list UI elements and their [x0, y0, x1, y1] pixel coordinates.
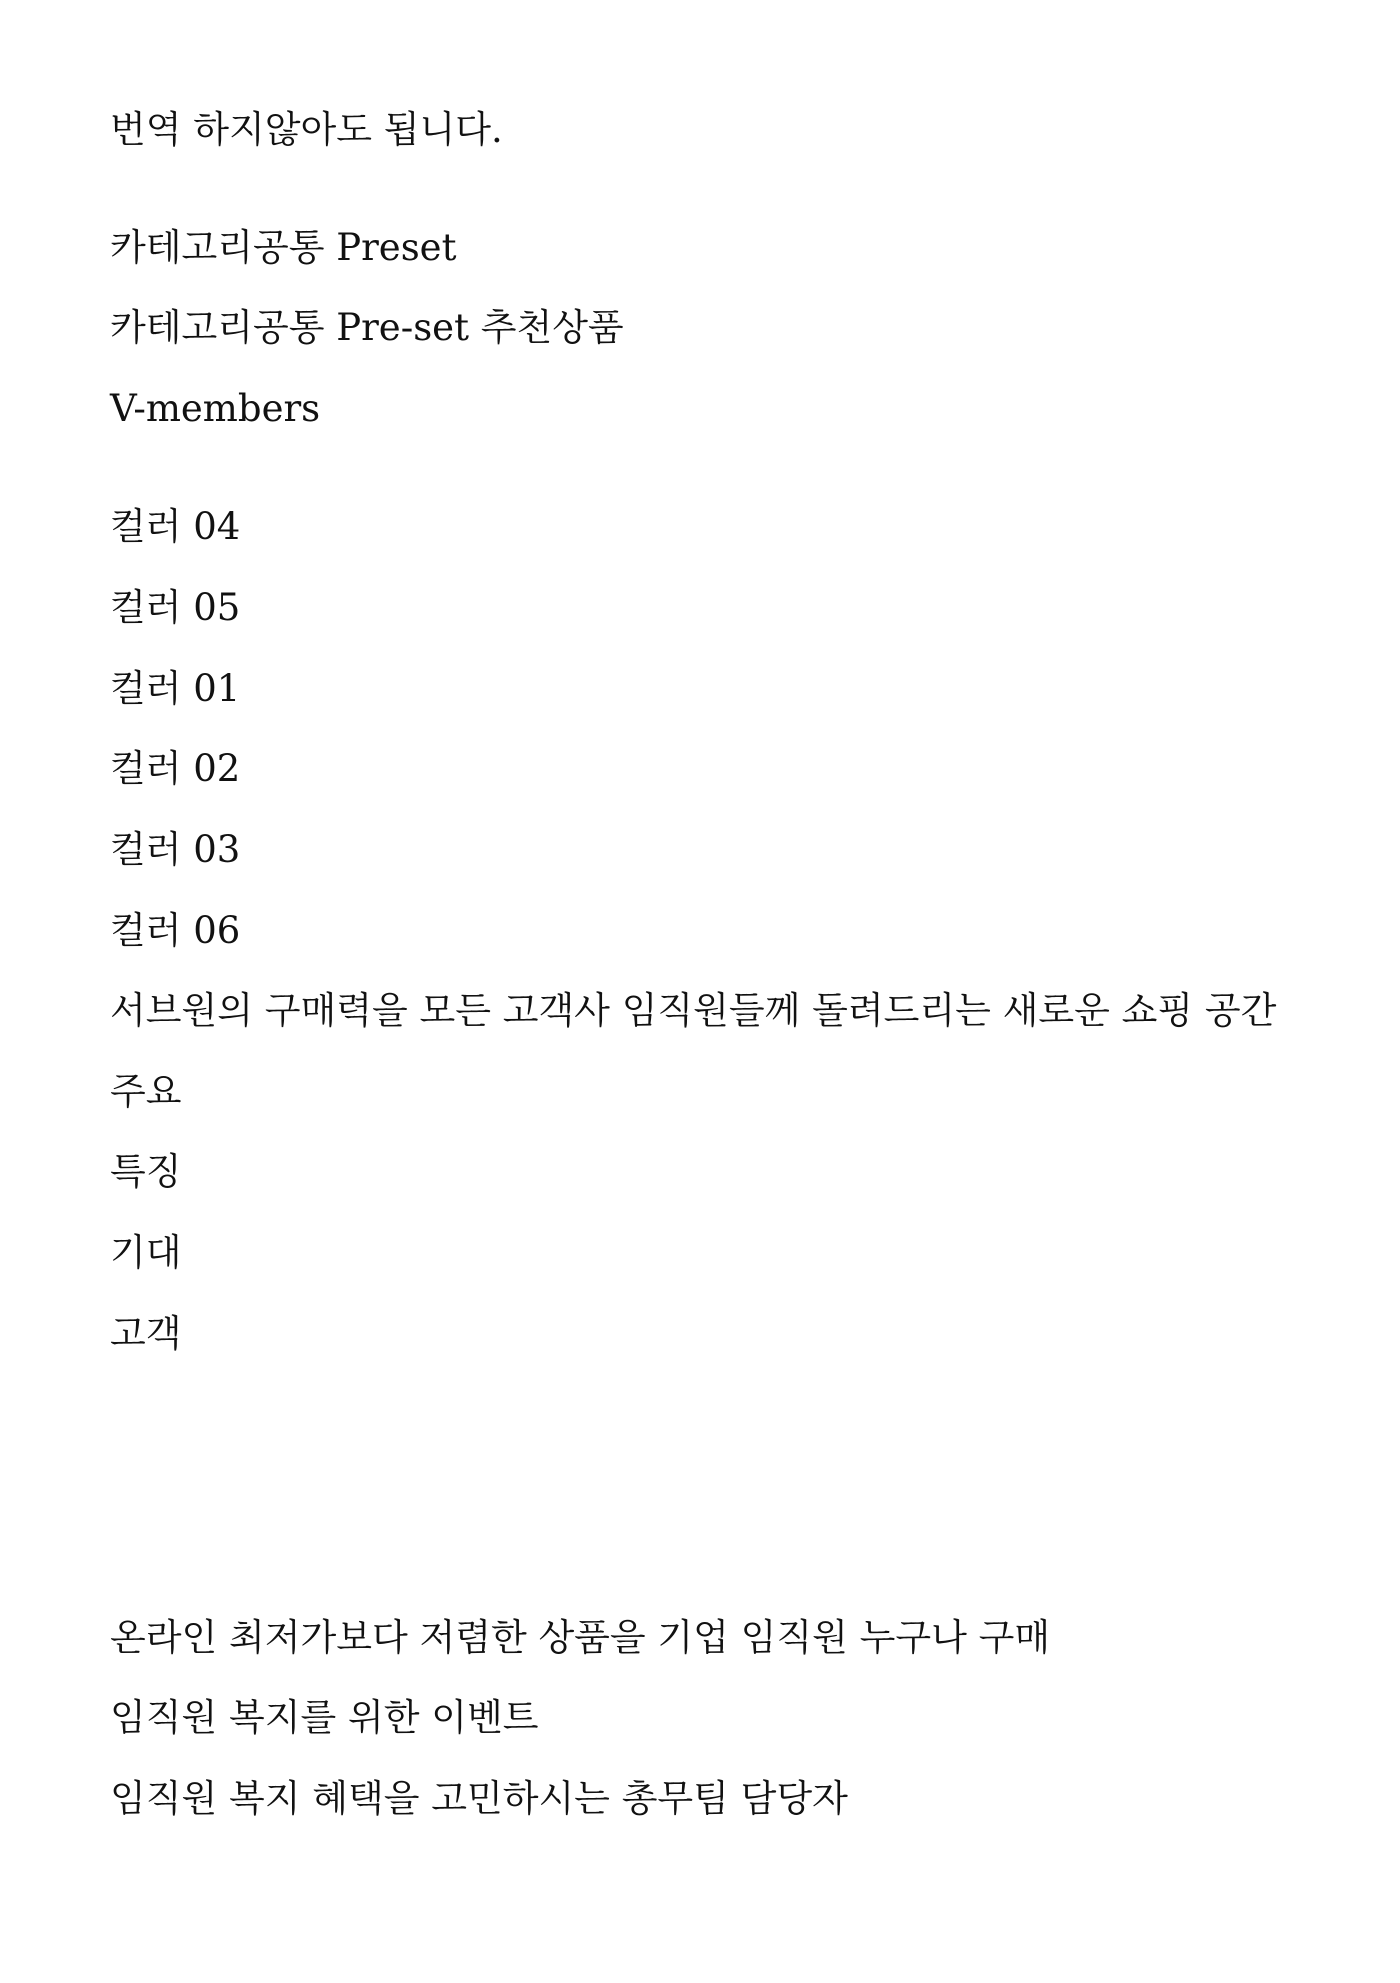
- category-preset-recommended-label: 카테고리공통 Pre-set 추천상품: [110, 306, 624, 349]
- section-label: 주요: [110, 1070, 182, 1113]
- color-label: 컬러 02: [110, 747, 241, 790]
- section-label: 기대: [110, 1231, 182, 1274]
- feature-point: 임직원 복지를 위한 이벤트: [110, 1696, 539, 1739]
- feature-point: 임직원 복지 혜택을 고민하시는 총무팀 담당자: [110, 1777, 848, 1820]
- translation-note: 번역 하지않아도 됩니다.: [110, 108, 503, 151]
- brand-name: V-members: [110, 387, 321, 430]
- color-label: 컬러 06: [110, 909, 241, 952]
- category-preset-label: 카테고리공통 Preset: [110, 226, 457, 269]
- color-label: 컬러 05: [110, 586, 241, 629]
- color-label: 컬러 01: [110, 667, 241, 710]
- tagline: 서브원의 구매력을 모든 고객사 임직원들께 돌려드리는 새로운 쇼핑 공간: [110, 989, 1277, 1032]
- section-label: 특징: [110, 1150, 182, 1193]
- section-label: 고객: [110, 1312, 182, 1355]
- color-label: 컬러 03: [110, 828, 241, 871]
- feature-point: 온라인 최저가보다 저렴한 상품을 기업 임직원 누구나 구매: [110, 1616, 1051, 1659]
- color-label: 컬러 04: [110, 505, 241, 548]
